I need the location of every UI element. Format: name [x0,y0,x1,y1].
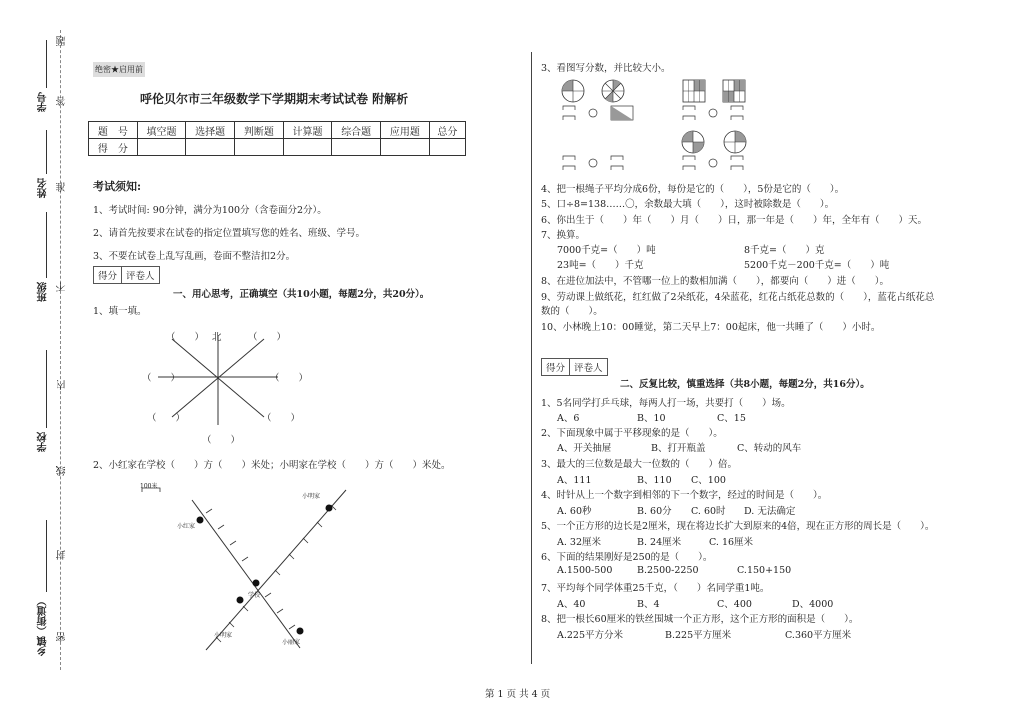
scorer-score-label: 得分 [94,267,122,283]
question: 7、换算。 [541,230,586,241]
compass-blank-ne: （ ） [248,332,287,343]
class-label: 班级 [38,282,49,302]
option: A. 32厘米 [557,537,601,548]
option: C、400 [717,599,752,610]
option: B. 24厘米 [637,537,682,548]
score-header: 计算题 [283,122,332,139]
option: C、100 [691,475,726,486]
student-id-label: 学号 [38,92,49,112]
option: B. 60分 [637,506,672,517]
school-blank [46,350,47,428]
seal-char: 答 [57,96,68,106]
option: A、开关抽屉 [557,443,612,454]
compare-row-2 [563,156,743,170]
xiaoming-home-label: 小明家 [302,493,321,500]
fraction-pie-2 [602,80,624,102]
score-header: 综合题 [332,122,381,139]
fraction-grid-2 [723,80,745,102]
page-title: 呼伦贝尔市三年级数学下学期期末考试试卷 附解析 [140,92,409,106]
compass-blank-e: （ ） [270,373,309,384]
seal-dashed-line [60,30,61,670]
score-header: 填空题 [137,122,186,139]
option: C. 60时 [691,506,726,517]
seal-char: 线 [57,466,68,476]
question: 3、最大的三位数是最大一位数的（ ）倍。 [541,459,738,470]
column-divider [531,52,532,664]
secret-tag: 绝密★启用前 [93,62,145,77]
compare-row-1 [563,106,743,120]
scale-label: 100米 [140,483,158,490]
compass-blank-w: （ ） [142,373,181,384]
question: 1、填一填。 [93,306,147,317]
question: 4、时针从上一个数字到相邻的下一个数字，经过的时间是（ ）。 [541,490,828,501]
question: 10、小林晚上10：00睡觉，第二天早上7：00起床，他一共睡了（ ）小时。 [541,322,881,333]
township-label: 乡镇（街道） [38,596,49,656]
score-table [88,121,466,156]
option: B、打开瓶盖 [651,443,706,454]
question: 9、劳动课上做纸花，红红做了2朵纸花，4朵蓝花，红花占纸花总数的（ ），蓝花占纸花总 [541,292,935,303]
score-header: 总分 [429,122,465,139]
xiaoming-home2-label: 小明家 [214,632,233,639]
option: C.360平方厘米 [785,630,852,641]
option: B.225平方厘米 [665,630,732,641]
xiaoli-home-label: 小丽家 [282,639,301,646]
scorer-score-label: 得分 [542,359,570,375]
option: B、4 [637,599,660,610]
score-row-label: 得 分 [89,139,138,156]
compass-blank-sw: （ ） [147,413,186,424]
score-cell[interactable] [235,139,284,156]
seal-char: 不 [57,282,68,292]
question-continued: 数的（ ）。 [541,306,603,317]
xiaohong-home-marker [197,517,204,524]
road-ticks [206,505,336,642]
option: A. 60秒 [557,506,592,517]
option: C. 16厘米 [709,537,754,548]
class-blank [46,212,47,278]
question: 3、看图写分数，并比较大小。 [541,63,671,74]
option: D、4000 [792,599,834,610]
section2-heading: 二、反复比较，慎重选择（共8小题，每题2分，共16分）。 [620,379,870,390]
option: C、转动的风车 [737,443,802,454]
score-header: 题 号 [89,122,138,139]
option: C.150+150 [737,565,792,576]
compass-blank-s: （ ） [202,435,241,446]
school-label: 学校 [248,592,261,599]
question: 7、平均每个同学体重25千克，（ ）名同学重1吨。 [541,583,770,594]
name-blank [46,130,47,174]
section1-heading: 一、用心思考，正确填空（共10小题，每题2分，共20分）。 [173,289,430,300]
notice-heading: 考试须知: [93,180,142,193]
option: A、111 [557,475,592,486]
fraction-pie-3 [682,131,704,153]
fraction-grid-1 [683,80,705,102]
seal-char: 题 [57,36,68,46]
xiaoming-home-marker [326,505,333,512]
scorer-grader-label: 评卷人 [574,363,603,374]
score-cell[interactable] [429,139,465,156]
compass-blank-se: （ ） [262,413,301,424]
question: 5、口÷8=138……〇，余数最大填（ ），这时被除数是（ ）。 [541,199,835,210]
conversion-item: 23吨=（ ）千克 [557,260,644,271]
question: 6、下面的结果刚好是250的是（ ）。 [541,552,713,563]
compass-north-label: 北 [212,332,222,343]
fraction-pie-1 [562,80,584,102]
seal-char: 准 [57,182,68,192]
student-id-blank [46,40,47,88]
scorer-box [541,358,608,376]
option: A、40 [557,599,586,610]
question: 8、在进位加法中，不管哪一位上的数相加满（ ），都要向（ ）进（ ）。 [541,276,890,287]
shaded-rect-triangle [611,106,633,120]
question: 1、5名同学打乒乓球，每两人打一场，共要打（ ）场。 [541,398,791,409]
township-blank [46,520,47,592]
fraction-figures [555,76,765,176]
option: A.225平方分米 [557,630,624,641]
score-cell[interactable] [283,139,332,156]
compass-blank-nw: （ ） [166,332,205,343]
question: 8、把一根长60厘米的铁丝围城一个正方形，这个正方形的面积是（ ）。 [541,614,859,625]
question: 5、一个正方形的边长是2厘米，现在将边长扩大到原来的4倍，现在正方形的周长是（ ）。 [541,521,935,532]
option: B.2500-2250 [637,565,699,576]
scorer-grader-label: 评卷人 [126,271,155,282]
map-figure [130,478,370,653]
option: C、15 [717,413,746,424]
score-cell[interactable] [137,139,186,156]
option: B、110 [637,475,672,486]
fraction-pie-4 [724,131,746,153]
xiaoming-home2-marker [237,597,244,604]
score-cell[interactable] [332,139,381,156]
score-header: 判断题 [235,122,284,139]
conversion-item: 5200千克－200千克=（ ）吨 [744,260,890,271]
score-cell[interactable] [186,139,235,156]
question: 6、你出生于（ ）年（ ）月（ ）日，那一年是（ ）年，全年有（ ）天。 [541,215,928,226]
option: A.1500-500 [557,565,613,576]
name-label: 姓名 [38,178,49,198]
xiaoli-home-marker [297,628,304,635]
xiaohong-home-label: 小红家 [177,523,196,530]
notice-item: 1、考试时间: 90分钟，满分为100分（含卷面分2分）。 [93,205,327,216]
seal-char: 内 [57,380,68,390]
question: 2、小红家在学校（ ）方（ ）米处；小明家在学校（ ）方（ ）米处。 [93,460,451,471]
conversion-item: 8千克=（ ）克 [744,245,825,256]
road-line-1 [192,500,300,648]
question: 4、把一根绳子平均分成6份，每份是它的（ ），5份是它的（ ）。 [541,184,845,195]
option: A、6 [557,413,580,424]
notice-item: 2、请首先按要求在试卷的指定位置填写您的姓名、班级、学号。 [93,228,366,239]
school-label: 学校 [38,432,49,452]
seal-char: 密 [57,632,68,642]
road-line-2 [206,490,346,650]
score-header: 选择题 [186,122,235,139]
score-cell[interactable] [381,139,430,156]
school-marker [253,580,260,587]
score-header: 应用题 [381,122,430,139]
scorer-box [93,266,160,284]
option: B、10 [637,413,666,424]
seal-char: 封 [57,550,68,560]
option: D. 无法确定 [744,506,796,517]
page-footer: 第 1 页 共 4 页 [485,689,551,700]
question: 2、下面现象中属于平移现象的是（ ）。 [541,428,723,439]
notice-item: 3、不要在试卷上乱写乱画，卷面不整洁扣2分。 [93,251,296,262]
conversion-item: 7000千克=（ ）吨 [557,245,656,256]
